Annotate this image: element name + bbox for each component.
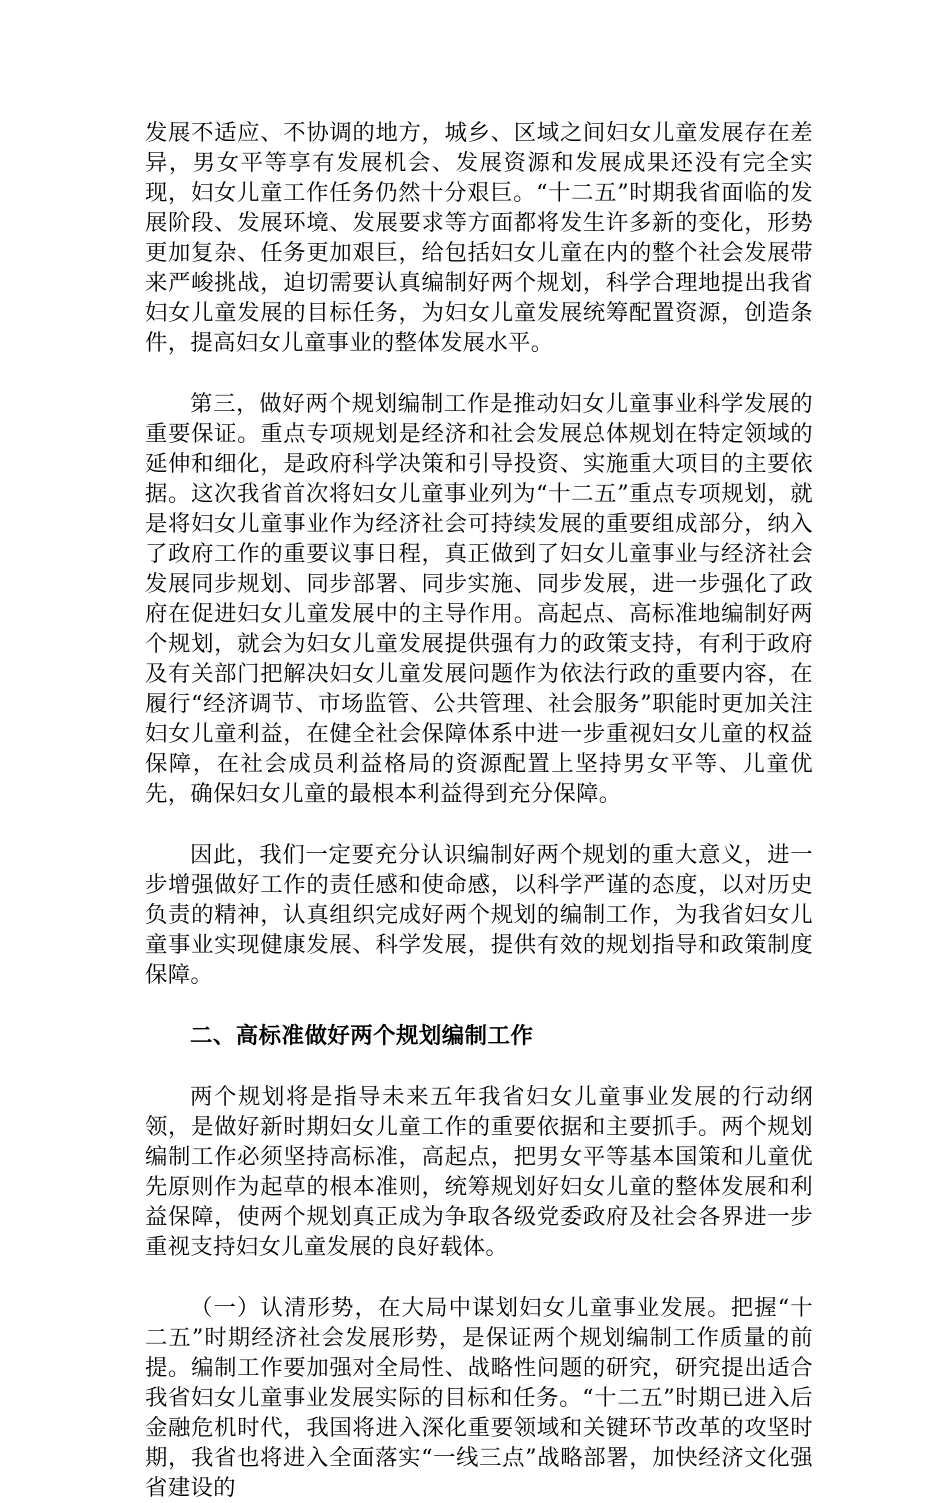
paragraph-gap [145,809,813,840]
paragraph-section-intro: 两个规划将是指导未来五年我省妇女儿童事业发展的行动纲领，是做好新时期妇女儿童工作的重要依据和主要抓手。两个规划编制工作必须坚持高标准，高起点，把男女平等基本国策和儿童优先原则作为起草的根本准则，统筹规划好妇女儿童的整体发展和利益保障，使两个规划真正成为争取各级党委政府及社会各界进一步重视支持妇女儿童发展的良好载体。 [145,1084,813,1260]
paragraph-gap [145,990,813,1021]
paragraph-gap [145,1051,813,1082]
paragraph-continuation: 发展不适应、不协调的地方，城乡、区域之间妇女儿童发展存在差异，男女平等享有发展机会、发展资源和发展成果还没有完全实现，妇女儿童工作任务仍然十分艰巨。“十二五”时期我省面临的发展阶段、发展环境、发展要求等方面都将发生许多新的变化，形势更加复杂、任务更加艰巨，给包括妇女儿童在内的整个社会发展带来严峻挑战，迫切需要认真编制好两个规划，科学合理地提出我省妇女儿童发展的目标任务，为妇女儿童发展统筹配置资源，创造条件，提高妇女儿童事业的整体发展水平。 [145,120,813,356]
paragraph-third-point: 第三，做好两个规划编制工作是推动妇女儿童事业科学发展的重要保证。重点专项规划是经济和社会发展总体规划在特定领域的延伸和细化，是政府科学决策和引导投资、实施重大项目的主要依据。这次我省首次将妇女儿童事业列为“十二五”重点专项规划，就是将妇女儿童事业作为经济社会可持续发展的重要组成部分，纳入了政府工作的重要议事日程，真正做到了妇女儿童事业与经济社会发展同步规划、同步部署、同步实施、同步发展，进一步强化了政府在促进妇女儿童发展中的主导作用。高起点、高标准地编制好两个规划，就会为妇女儿童发展提供强有力的政策支持，有利于政府及有关部门把解决妇女儿童发展问题作为依法行政的重要内容，在履行“经济调节、市场监管、公共管理、社会服务”职能时更加关注妇女儿童利益，在健全社会保障体系中进一步重视妇女儿童的权益保障，在社会成员利益格局的资源配置上坚持男女平等、儿童优先，确保妇女儿童的最根本利益得到充分保障。 [145,391,813,807]
paragraph-gap [145,358,813,389]
document-page [145,118,813,1503]
paragraph-gap [145,1262,813,1293]
paragraph-subsection-one: （一）认清形势，在大局中谋划妇女儿童事业发展。把握“十二五”时期经济社会发展形势，是保证两个规划编制工作质量的前提。编制工作要加强对全局性、战略性问题的研究，研究提出适合我省妇女儿童事业发展实际的目标和任务。“十二五”时期已进入后金融危机时代，我国将进入深化重要领域和关键环节改革的攻坚时期，我省也将进入全面落实“一线三点”战略部署，加快经济文化强省建设的 [145,1295,813,1501]
section-heading: 二、高标准做好两个规划编制工作 [190,1023,534,1049]
paragraph-conclusion: 因此，我们一定要充分认识编制好两个规划的重大意义，进一步增强做好工作的责任感和使命感，以科学严谨的态度，以对历史负责的精神，认真组织完成好两个规划的编制工作，为我省妇女儿童事业实现健康发展、科学发展，提供有效的规划指导和政策制度保障。 [145,842,813,988]
